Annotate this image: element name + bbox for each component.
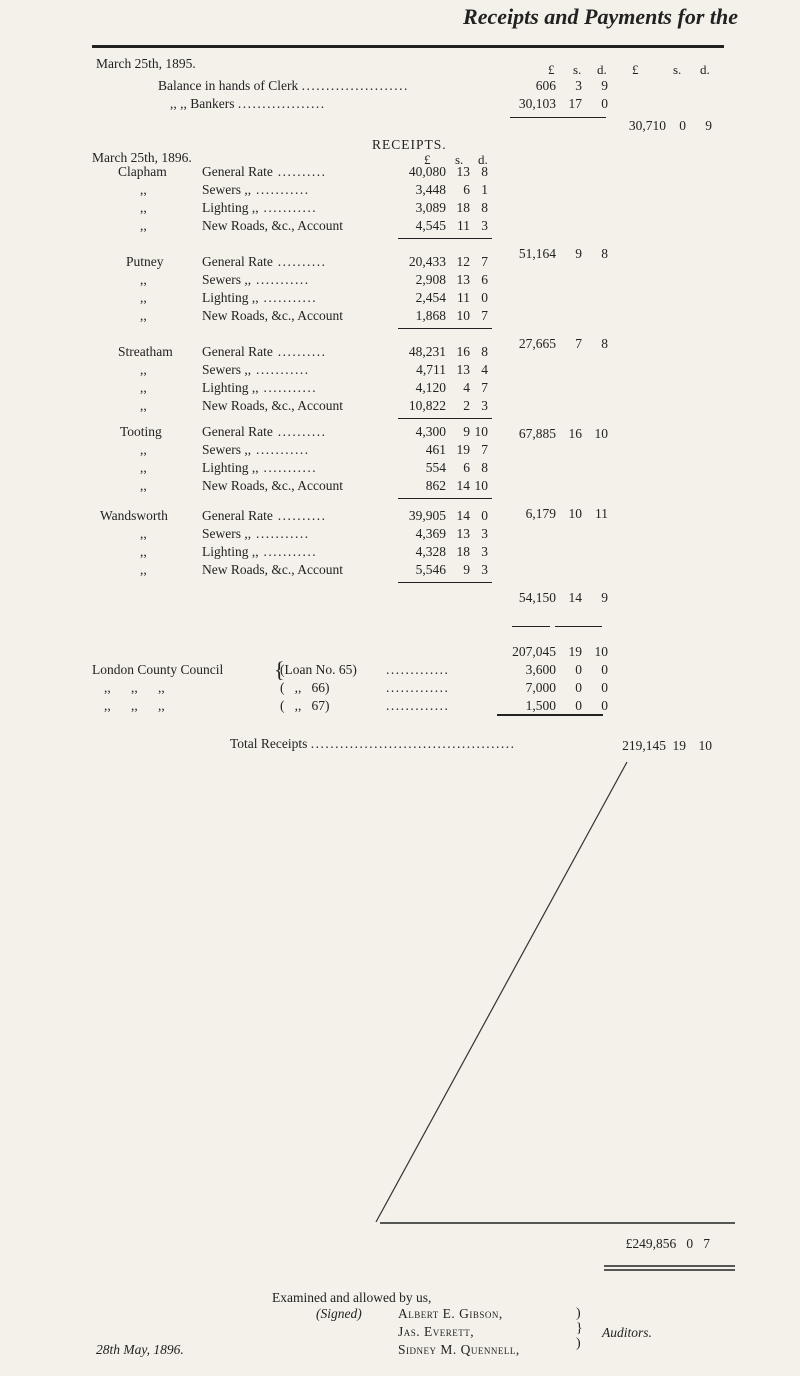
receipts-date: March 25th, 1896. <box>92 150 192 165</box>
item-label: General Rate .......... <box>202 254 327 269</box>
district-total-shillings: 16 <box>568 426 582 441</box>
district-name: Tooting <box>120 424 162 439</box>
loan-shillings: 0 <box>575 662 582 677</box>
loan-label: ,, ,, ,, <box>104 698 165 713</box>
ditto-mark: ,, <box>140 200 147 215</box>
opening-header-pence: d. <box>597 62 607 77</box>
loan-shillings: 0 <box>575 698 582 713</box>
item-shillings: 18 <box>456 544 470 559</box>
opening-total-pounds: 30,710 <box>628 118 666 133</box>
district-total-pounds: 27,665 <box>518 336 556 351</box>
item-pence: 3 <box>481 526 488 541</box>
district-total-pounds: 67,885 <box>518 426 556 441</box>
item-shillings: 12 <box>456 254 470 269</box>
district-total-shillings: 10 <box>568 506 582 521</box>
total-header-shillings: s. <box>673 62 682 77</box>
item-shillings: 9 <box>463 562 470 577</box>
item-label: Sewers ,, ........... <box>202 442 310 457</box>
item-pounds: 48,231 <box>408 344 446 359</box>
item-label: New Roads, &c., Account <box>202 218 343 233</box>
auditor-name-3: Sidney M. Quennell, <box>398 1342 520 1357</box>
item-shillings: 10 <box>456 308 470 323</box>
district-total-shillings: 9 <box>575 246 582 261</box>
item-pence: 0 <box>481 508 488 523</box>
loan-label: ,, ,, ,, <box>104 680 165 695</box>
item-pounds: 10,822 <box>408 398 446 413</box>
item-pence: 10 <box>474 478 488 493</box>
loan-label: London County Council <box>92 662 224 677</box>
ditto-mark: ,, <box>140 308 147 323</box>
balance-clerk-pence: 9 <box>601 78 608 93</box>
district-total-shillings: 7 <box>575 336 582 351</box>
item-label: General Rate .......... <box>202 164 327 179</box>
district-total-pence: 11 <box>595 506 608 521</box>
item-pounds: 862 <box>425 478 446 493</box>
item-label: Lighting ,, ........... <box>202 200 318 215</box>
item-pounds: 5,546 <box>415 562 446 577</box>
item-label: General Rate .......... <box>202 508 327 523</box>
district-total-pence: 8 <box>601 246 608 261</box>
rates-subtotal-shillings: 19 <box>568 644 582 659</box>
opening-total-pence: 9 <box>705 118 712 133</box>
ditto-mark: ,, <box>140 272 147 287</box>
item-pence: 7 <box>481 380 488 395</box>
balance-bankers-label: ,, ,, Bankers .................. <box>170 96 326 111</box>
loan-brace-left: { <box>274 657 285 682</box>
item-shillings: 16 <box>456 344 470 359</box>
loan-number: ( ,, 67) <box>280 698 330 713</box>
item-shillings: 14 <box>456 478 470 493</box>
item-pounds: 461 <box>425 442 446 457</box>
item-label: Lighting ,, ........... <box>202 544 318 559</box>
item-shillings: 14 <box>456 508 470 523</box>
receipts-heading: RECEIPTS. <box>372 137 447 152</box>
total-receipts-label: Total Receipts .......................................... <box>230 736 516 751</box>
district-name: Wandsworth <box>100 508 168 523</box>
item-pounds: 3,448 <box>415 182 446 197</box>
item-label: General Rate .......... <box>202 424 327 439</box>
item-pounds: 4,300 <box>415 424 446 439</box>
ditto-mark: ,, <box>140 290 147 305</box>
loan-number: (Loan No. 65) <box>280 662 357 677</box>
item-shillings: 19 <box>456 442 470 457</box>
total-receipts-shillings: 19 <box>672 738 686 753</box>
item-label: Sewers ,, ........... <box>202 272 310 287</box>
item-pence: 1 <box>481 182 488 197</box>
loan-pence: 0 <box>601 662 608 677</box>
item-label: Lighting ,, ........... <box>202 380 318 395</box>
item-shillings: 11 <box>457 218 470 233</box>
auditor-name-2: Jas. Everett, <box>398 1324 475 1339</box>
district-total-pence: 9 <box>601 590 608 605</box>
item-pence: 3 <box>481 544 488 559</box>
item-pounds: 554 <box>425 460 446 475</box>
item-pounds: 39,905 <box>408 508 446 523</box>
ditto-mark: ,, <box>140 478 147 493</box>
loan-pounds: 1,500 <box>525 698 556 713</box>
receipts-header-pence: d. <box>478 152 488 167</box>
item-pounds: 4,711 <box>416 362 446 377</box>
item-label: Sewers ,, ........... <box>202 526 310 541</box>
signed-label: (Signed) <box>316 1306 362 1321</box>
ditto-mark: ,, <box>140 460 147 475</box>
item-pence: 7 <box>481 442 488 457</box>
item-pence: 8 <box>481 460 488 475</box>
item-label: Lighting ,, ........... <box>202 460 318 475</box>
item-pence: 10 <box>474 424 488 439</box>
item-pence: 6 <box>481 272 488 287</box>
signature-date: 28th May, 1896. <box>96 1342 184 1357</box>
item-label: New Roads, &c., Account <box>202 562 343 577</box>
item-label: New Roads, &c., Account <box>202 308 343 323</box>
loan-number: ( ,, 66) <box>280 680 330 695</box>
district-total-pounds: 51,164 <box>518 246 556 261</box>
receipts-header-shillings: s. <box>455 152 464 167</box>
item-shillings: 4 <box>463 380 470 395</box>
item-pence: 0 <box>481 290 488 305</box>
rates-subtotal-pence: 10 <box>594 644 608 659</box>
ditto-mark: ,, <box>140 380 147 395</box>
district-total-pence: 8 <box>601 336 608 351</box>
item-pounds: 40,080 <box>408 164 446 179</box>
opening-header-shillings: s. <box>573 62 582 77</box>
balance-bankers-shillings: 17 <box>568 96 582 111</box>
item-pounds: 1,868 <box>415 308 446 323</box>
item-pounds: 2,908 <box>415 272 446 287</box>
item-shillings: 13 <box>456 526 470 541</box>
item-pence: 8 <box>481 200 488 215</box>
item-shillings: 18 <box>456 200 470 215</box>
loan-pence: 0 <box>601 680 608 695</box>
ditto-mark: ,, <box>140 362 147 377</box>
item-pence: 7 <box>481 308 488 323</box>
item-shillings: 11 <box>457 290 470 305</box>
item-pence: 4 <box>481 362 488 377</box>
ditto-mark: ,, <box>140 442 147 457</box>
ditto-mark: ,, <box>140 182 147 197</box>
auditor-brace: ) } ) <box>576 1306 583 1351</box>
total-header-pounds: £ <box>632 62 639 77</box>
item-pounds: 4,120 <box>415 380 446 395</box>
item-pounds: 4,328 <box>415 544 446 559</box>
grand-total: £249,856 0 7 <box>625 1236 710 1251</box>
examined-line: Examined and allowed by us, <box>272 1290 432 1305</box>
opening-header-pounds: £ <box>548 62 555 77</box>
opening-date: March 25th, 1895. <box>96 56 196 71</box>
item-shillings: 6 <box>463 182 470 197</box>
item-label: New Roads, &c., Account <box>202 478 343 493</box>
district-name: Streatham <box>118 344 173 359</box>
ditto-mark: ,, <box>140 218 147 233</box>
balance-clerk-pounds: 606 <box>535 78 556 93</box>
item-shillings: 13 <box>456 164 470 179</box>
item-pounds: 4,545 <box>415 218 446 233</box>
district-total-pounds: 6,179 <box>525 506 556 521</box>
total-header-pence: d. <box>700 62 710 77</box>
ditto-mark: ,, <box>140 544 147 559</box>
loan-leader-dots: ............. <box>386 680 450 695</box>
district-total-pence: 10 <box>594 426 608 441</box>
item-label: General Rate .......... <box>202 344 327 359</box>
total-receipts-pence: 10 <box>698 738 712 753</box>
item-pounds: 4,369 <box>415 526 446 541</box>
item-label: New Roads, &c., Account <box>202 398 343 413</box>
district-name: Putney <box>126 254 164 269</box>
item-pence: 7 <box>481 254 488 269</box>
item-pence: 3 <box>481 562 488 577</box>
receipts-header-pounds: £ <box>424 152 431 167</box>
auditor-name-1: Albert E. Gibson, <box>398 1306 503 1321</box>
item-pounds: 20,433 <box>408 254 446 269</box>
opening-total-shillings: 0 <box>679 118 686 133</box>
item-pence: 3 <box>481 398 488 413</box>
loan-leader-dots: ............. <box>386 662 450 677</box>
total-receipts-pounds: 219,145 <box>622 738 666 753</box>
balance-clerk-label: Balance in hands of Clerk ...................... <box>158 78 409 93</box>
loan-pounds: 3,600 <box>525 662 556 677</box>
item-pence: 8 <box>481 164 488 179</box>
ditto-mark: ,, <box>140 398 147 413</box>
ditto-mark: ,, <box>140 562 147 577</box>
item-pence: 8 <box>481 344 488 359</box>
item-label: Sewers ,, ........... <box>202 362 310 377</box>
item-shillings: 13 <box>456 272 470 287</box>
balance-bankers-pence: 0 <box>601 96 608 111</box>
rates-subtotal-pounds: 207,045 <box>512 644 556 659</box>
page-title: Receipts and Payments for the <box>463 4 738 29</box>
item-shillings: 9 <box>463 424 470 439</box>
district-name: Clapham <box>118 164 167 179</box>
loan-pence: 0 <box>601 698 608 713</box>
district-total-shillings: 14 <box>568 590 582 605</box>
balance-clerk-shillings: 3 <box>575 78 582 93</box>
item-pence: 3 <box>481 218 488 233</box>
ditto-mark: ,, <box>140 526 147 541</box>
item-shillings: 13 <box>456 362 470 377</box>
auditors-role: Auditors. <box>602 1325 652 1340</box>
balance-bankers-pounds: 30,103 <box>518 96 556 111</box>
item-label: Sewers ,, ........... <box>202 182 310 197</box>
item-shillings: 6 <box>463 460 470 475</box>
item-shillings: 2 <box>463 398 470 413</box>
item-pounds: 3,089 <box>415 200 446 215</box>
item-label: Lighting ,, ........... <box>202 290 318 305</box>
district-total-pounds: 54,150 <box>518 590 556 605</box>
loan-pounds: 7,000 <box>525 680 556 695</box>
item-pounds: 2,454 <box>415 290 446 305</box>
loan-leader-dots: ............. <box>386 698 450 713</box>
loan-shillings: 0 <box>575 680 582 695</box>
